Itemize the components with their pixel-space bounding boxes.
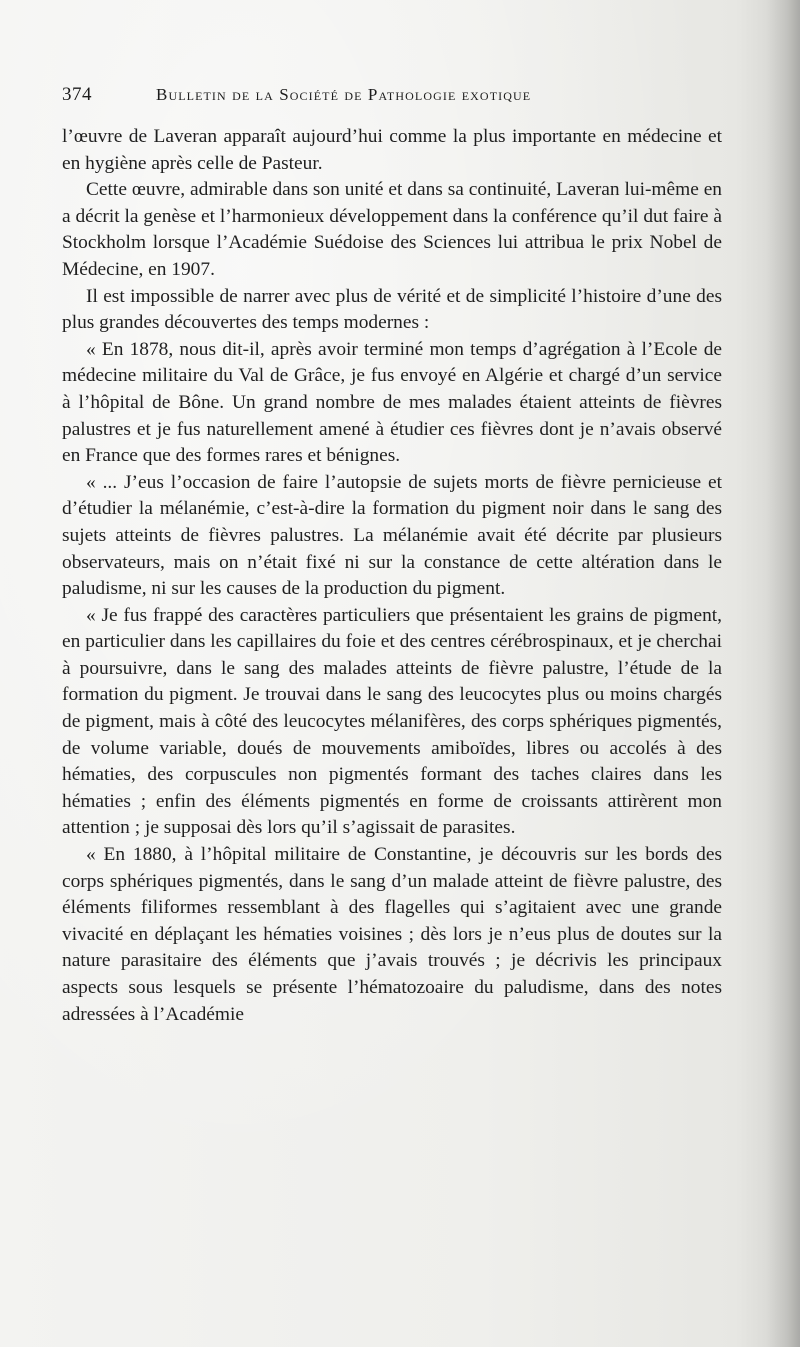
page-number: 374: [62, 84, 92, 105]
quote-paragraph: « En 1878, nous dit-il, après avoir terminé mon temps d’agrégation à l’Ecole de médecine militaire du Val de Grâce, je fus envoyé en Algérie et chargé d’un service à l’hôpital de Bône. Un grand nombre de mes malades étaient atteints de fièvres palustres et je fus naturellement amené à étudier ces fièvres dont je n’avais observé en France que des formes rares et bénignes.: [62, 338, 722, 467]
paragraph: l’œuvre de Laveran apparaît aujourd’hui comme la plus importante en médecine et en hygiène après celle de Pasteur.: [62, 126, 722, 174]
paragraph: Il est impossible de narrer avec plus de vérité et de simplicité l’histoire d’une des plus grandes découvertes des temps modernes :: [62, 285, 722, 334]
paragraph: Cette œuvre, admirable dans son unité et dans sa continuité, Laveran lui-même en a décrit la genèse et l’harmonieux développement dans la conférence qu’il dut faire à Stockholm lorsque l’Académie Suédoise des Sciences lui attribua le prix Nobel de Médecine, en 1907.: [62, 179, 722, 280]
running-head: Bulletin de la Société de Pathologie exotique: [156, 85, 532, 104]
page-header: [62, 84, 722, 114]
quote-paragraph: « ... J’eus l’occasion de faire l’autopsie de sujets morts de fièvre pernicieuse et d’étudier la mélanémie, c’est-à-dire la formation du pigment noir dans le sang des sujets atteints de fièvres palustres. La mélanémie avait été décrite par plusieurs observateurs, mais on n’était fixé ni sur la constance de cette altération dans le paludisme, ni sur les causes de la production du pigment.: [62, 471, 722, 600]
quote-paragraph: « En 1880, à l’hôpital militaire de Constantine, je découvris sur les bords des corps sphériques pigmentés, dans le sang d’un malade atteint de fièvre palustre, des éléments filiformes ressemblant à des flagelles qui s’agitaient avec une grande vivacité en déplaçant les hématies voisines ; dès lors je n’eus plus de doutes sur la nature parasitaire des éléments que j’avais trouvés ; je décrivis les principaux aspects sous lesquels se présente l’hématozoaire du paludisme, dans des notes adressées à l’Académie: [62, 844, 722, 1025]
body-text: [62, 124, 722, 1028]
quote-paragraph: « Je fus frappé des caractères particuliers que présentaient les grains de pigment, en particulier dans les capillaires du foie et des centres cérébrospinaux, et je cherchai à poursuivre, dans le sang des malades atteints de fièvre palustre, l’étude de la formation du pigment. Je trouvai dans le sang des leucocytes plus ou moins chargés de pigment, mais à côté des leucocytes mélanifères, des corps sphériques pigmentés, de volume variable, doués de mouvements amiboïdes, libres ou accolés à des hématies, des corpuscules non pigmentés formant des taches claires dans les hématies ; enfin des éléments pigmentés en forme de croissants attirèrent mon attention ; je supposai dès lors qu’il s’agissait de parasites.: [62, 604, 722, 839]
